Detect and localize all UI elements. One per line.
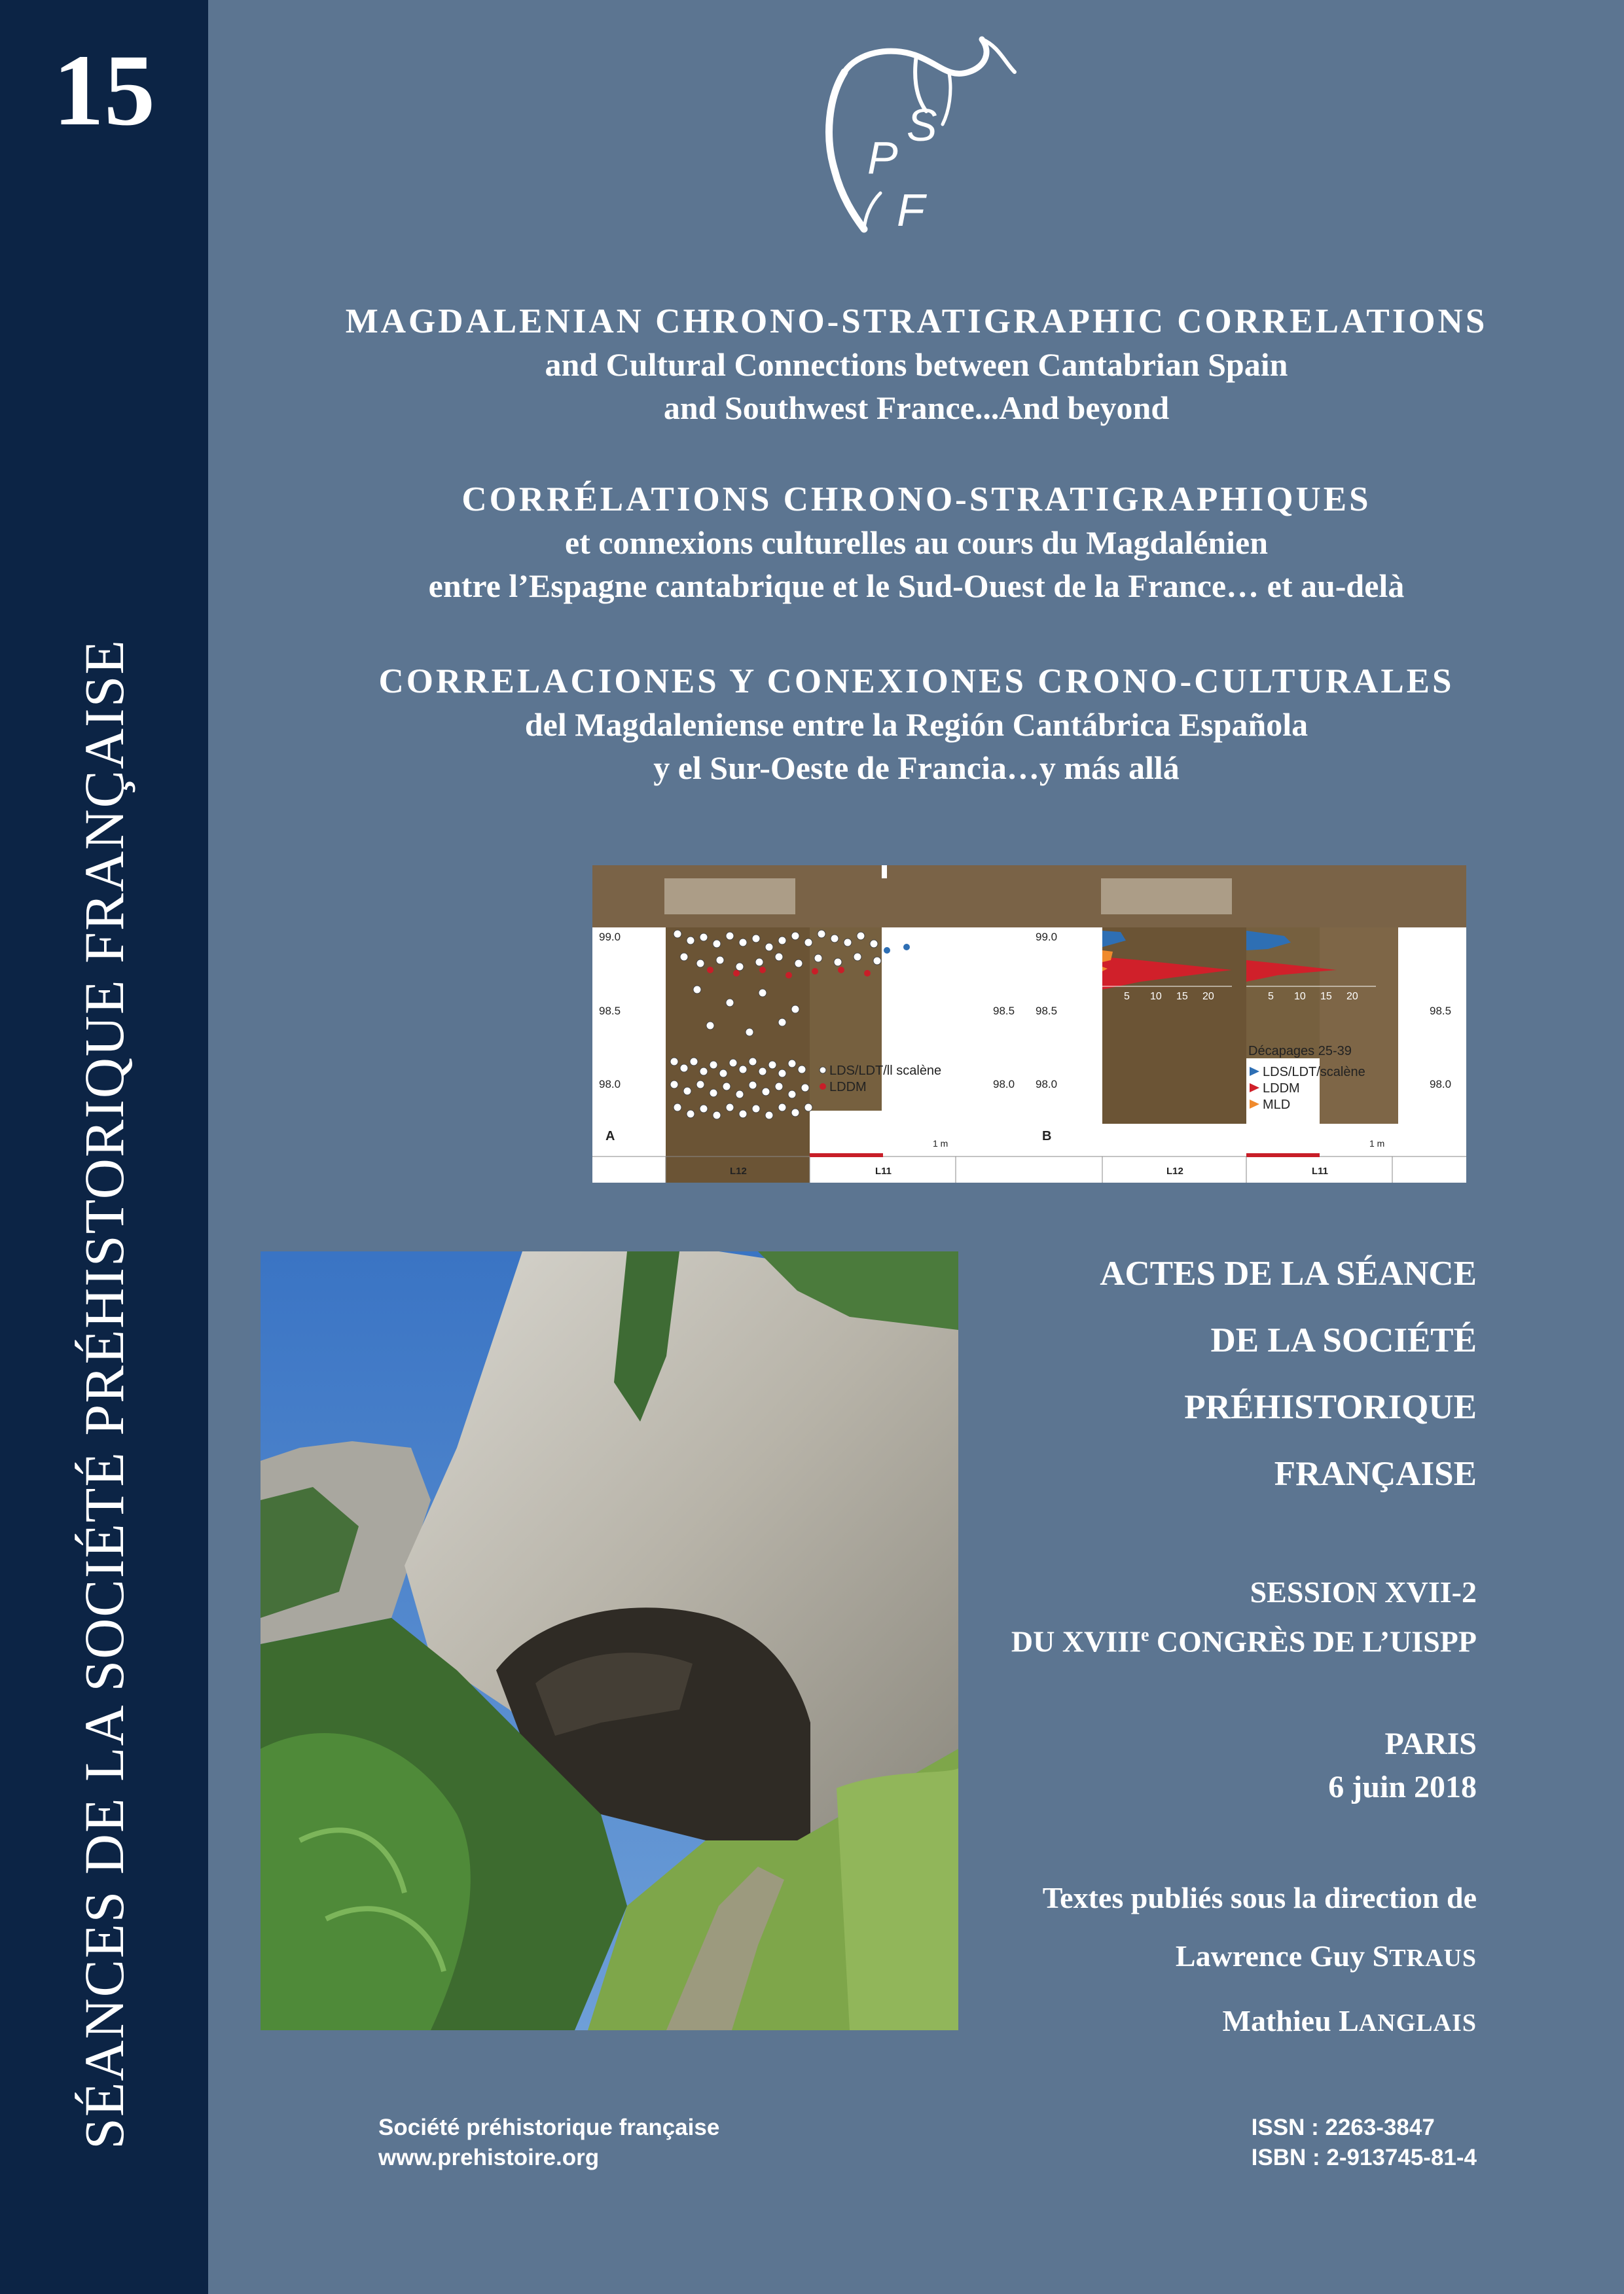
actes-line-3: PRÉHISTORIQUE <box>1184 1388 1477 1426</box>
figure-panel-a <box>592 865 1030 1183</box>
session-line-1: SESSION XVII-2 <box>1250 1575 1477 1609</box>
title-spanish-line2: del Magdaleniense entre la Región Cantábrica Española <box>524 706 1308 744</box>
panel-b-ytick-98-0: 98.0 <box>1036 1078 1058 1090</box>
panel-a-legend-lds: LDS/LDT/ll scalène <box>829 1064 942 1078</box>
editor-1-first: Lawrence Guy <box>1175 1939 1373 1973</box>
panel-b-column-l11: L11 <box>1312 1166 1329 1177</box>
series-sidebar <box>0 0 208 2294</box>
logo-letter-p: P <box>867 132 898 183</box>
panel-a-section-photo-top <box>592 865 1030 927</box>
proceedings-editors <box>1043 1875 1477 2054</box>
proceedings-date: 6 juin 2018 <box>1328 1770 1477 1804</box>
title-spanish-line3: y el Sur-Oeste de Francia…y más allá <box>653 749 1180 787</box>
editor-langlais <box>1043 1990 1477 2054</box>
panel-b-scale-bar <box>1246 1153 1320 1157</box>
panel-b-ytick-99-0: 99.0 <box>1036 931 1058 943</box>
panel-b-axis2-tick-20: 20 <box>1346 991 1358 1002</box>
actes-line-4: FRANÇAISE <box>1274 1455 1477 1493</box>
issue-number: 15 <box>53 33 155 147</box>
title-english <box>209 300 1623 429</box>
footer-isbn: ISBN : 2-913745-81-4 <box>1251 2145 1477 2170</box>
panel-b-axis-tick-20: 20 <box>1202 991 1214 1002</box>
title-spanish <box>209 660 1623 789</box>
footer-publisher-block <box>378 2113 719 2173</box>
title-english-main: MAGDALENIAN CHRONO-STRATIGRAPHIC CORRELATIONS <box>345 302 1488 340</box>
panel-b-section-photo-l12 <box>1102 927 1246 1124</box>
session-line-2 <box>1011 1614 1477 1663</box>
panel-a-ytick-98-5: 98.5 <box>599 1005 621 1017</box>
logo-letter-f: F <box>897 185 925 236</box>
panel-a-column-l12: L12 <box>730 1166 747 1177</box>
panel-b-right-ytick-98-0: 98.0 <box>1430 1078 1452 1090</box>
editor-2-first: Mathieu <box>1222 2004 1339 2037</box>
proceedings-city: PARIS <box>1384 1727 1477 1761</box>
panel-b-axis-tick-15: 15 <box>1176 991 1188 1002</box>
panel-a-right-ytick-98-5: 98.5 <box>993 1005 1015 1017</box>
series-spine-title: SÉANCES DE LA SOCIÉTÉ PRÉHISTORIQUE FRANÇAISE <box>73 639 135 2149</box>
editor-1-last-rest: TRAUS <box>1389 1945 1477 1972</box>
panel-b-section-photo-right <box>1320 927 1398 1124</box>
panel-a-ytick-99-0: 99.0 <box>599 931 621 943</box>
panel-b-ytick-98-5: 98.5 <box>1036 1005 1058 1017</box>
panel-b-column-l12: L12 <box>1166 1166 1183 1177</box>
editor-2-last-rest: ANGLAIS <box>1358 2009 1477 2037</box>
panel-b-label: B <box>1042 1129 1052 1143</box>
panel-a-label: A <box>605 1129 615 1143</box>
editor-2-last-initial: L <box>1339 2004 1359 2037</box>
panel-b-legend-mld: MLD <box>1263 1098 1291 1112</box>
panel-b-legend-lds: LDS/LDT/scalène <box>1263 1065 1365 1079</box>
panel-b-axis2-tick-15: 15 <box>1320 991 1332 1002</box>
panel-b-axis2-tick-10: 10 <box>1294 991 1306 1002</box>
editors-intro: Textes publiés sous la direction de <box>1042 1881 1477 1914</box>
footer-website[interactable]: www.prehistoire.org <box>378 2145 600 2170</box>
title-english-line2: and Cultural Connections between Cantabrian Spain <box>545 346 1288 384</box>
footer-identifiers <box>1252 2113 1477 2173</box>
logo-letter-s: S <box>907 99 937 151</box>
panel-a-legend-lddm: LDDM <box>829 1080 867 1094</box>
session-line-2-post: CONGRÈS DE L’UISPP <box>1149 1624 1477 1658</box>
proceedings-session <box>1011 1571 1477 1663</box>
title-french-line3: entre l’Espagne cantabrique et le Sud-Ouest de la France… et au-delà <box>428 567 1405 605</box>
proceedings-actes <box>1100 1240 1477 1507</box>
title-english-line3: and Southwest France...And beyond <box>663 389 1170 427</box>
panel-b-axis-tick-10: 10 <box>1150 991 1162 1002</box>
title-french-main: CORRÉLATIONS CHRONO-STRATIGRAPHIQUES <box>461 480 1371 518</box>
session-line-2-pre: DU XVIII <box>1011 1624 1141 1658</box>
cave-photo <box>261 1251 958 2030</box>
panel-b-section-photo-top <box>1029 865 1466 927</box>
panel-b-right-ytick-98-5: 98.5 <box>1430 1005 1452 1017</box>
panel-a-right-ytick-98-0: 98.0 <box>993 1078 1015 1090</box>
editor-straus <box>1043 1925 1477 1990</box>
proceedings-place-date <box>1328 1723 1477 1809</box>
panel-a-scale-bar <box>810 1153 883 1157</box>
footer-issn: ISSN : 2263-3847 <box>1251 2115 1435 2140</box>
title-french-line2: et connexions culturelles au cours du Magdalénien <box>564 524 1269 562</box>
panel-b-axis2-tick-5: 5 <box>1268 991 1274 1002</box>
actes-line-2: DE LA SOCIÉTÉ <box>1210 1321 1477 1359</box>
title-french <box>209 478 1623 607</box>
footer-publisher: Société préhistorique française <box>378 2115 720 2140</box>
panel-a-scale-label: 1 m <box>933 1138 948 1149</box>
figure-panel-b <box>1029 865 1466 1183</box>
panel-a-ytick-98-0: 98.0 <box>599 1078 621 1090</box>
panel-b-legend-title: Décapages 25-39 <box>1248 1044 1352 1058</box>
panel-a-column-l11: L11 <box>875 1166 892 1177</box>
session-line-2-sup: e <box>1140 1625 1149 1645</box>
spf-logo <box>818 26 1021 242</box>
actes-line-1: ACTES DE LA SÉANCE <box>1100 1255 1477 1293</box>
stratigraphy-figure <box>592 865 1466 1183</box>
panel-b-axis-tick-5: 5 <box>1124 991 1130 1002</box>
panel-b-legend-lddm: LDDM <box>1263 1081 1300 1096</box>
panel-b-scale-label: 1 m <box>1369 1138 1385 1149</box>
title-spanish-main: CORRELACIONES Y CONEXIONES CRONO-CULTURALES <box>378 662 1454 700</box>
editor-1-last-initial: S <box>1372 1939 1390 1973</box>
